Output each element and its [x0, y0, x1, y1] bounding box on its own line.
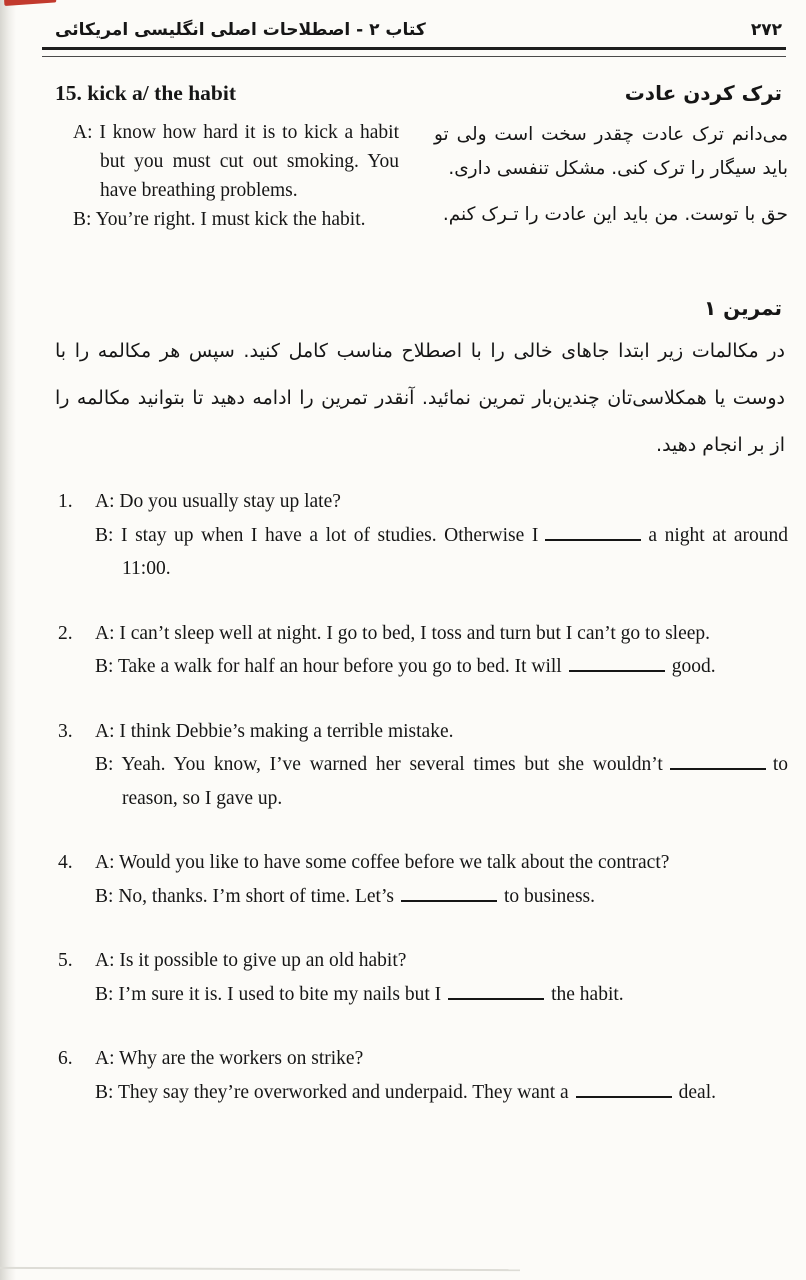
dialogue-line-b: [73, 205, 399, 234]
item-number: 3.: [58, 720, 73, 742]
item-a-line: [95, 1042, 788, 1076]
dialogue-line-a: [73, 118, 399, 205]
book-header-title: کتاب ۲ - اصطلاحات اصلی انگلیسی امریکائی: [55, 20, 426, 40]
fill-in-blank: [401, 894, 497, 902]
speaker-label: A:: [95, 1048, 115, 1069]
exercise-instructions: در مکالمات زیر ابتدا جاهای خالی را با اصطلاح مناسب کامل کنید. سپس هر مکالمه را با دوست یا همکلاسی‌تان چندین‌بار تمرین نمائید. آنقدر تمرین را ادامه دهید تا بتوانید مکالمه را از بر انجام دهید.: [55, 340, 785, 456]
exercise-item-6: [0, 1042, 806, 1109]
item-a-text: Is it possible to give up an old habit?: [119, 950, 407, 971]
idiom-title-persian: ترک کردن عادت: [624, 81, 782, 105]
item-a-text: Why are the workers on strike?: [119, 1048, 364, 1069]
page-bottom-edge: [0, 1267, 520, 1271]
exercise-item-4: [0, 846, 806, 913]
speaker-label: B:: [95, 885, 114, 907]
dialogue-text: I know how hard it is to kick a habit but you must cut out smoking. You have breathing problems.: [99, 122, 399, 201]
item-number: 1.: [58, 491, 73, 512]
idiom-title-english: 15. kick a/ the habit: [55, 81, 236, 105]
speaker-label: A:: [95, 950, 115, 971]
speaker-label: A:: [95, 491, 115, 512]
item-a-line: [95, 485, 788, 519]
item-b-text: [118, 656, 716, 677]
speaker-label: A:: [95, 852, 115, 873]
idiom-section: [0, 57, 806, 234]
item-b-line: [95, 978, 788, 1012]
item-a-text: Would you like to have some coffee before we talk about the contract?: [119, 852, 670, 873]
speaker-label: B:: [95, 983, 114, 1005]
page-number: ۲۷۲: [750, 20, 782, 40]
item-a-text: I think Debbie’s making a terrible mistake.: [119, 720, 454, 742]
text-after-blank: a night at around 11:00.: [122, 524, 789, 579]
fill-in-blank: [670, 762, 766, 770]
speaker-label: B:: [95, 754, 114, 775]
text-before-blank: I’m sure it is. I used to bite my nails but I: [118, 983, 442, 1005]
speaker-label: B:: [95, 1081, 114, 1103]
item-b-text: [118, 984, 623, 1005]
text-after-blank: to business.: [503, 885, 595, 907]
text-after-blank: good.: [671, 656, 716, 677]
text-after-blank: deal.: [678, 1081, 717, 1103]
item-b-text: [121, 754, 788, 809]
exercise-item-3: [0, 715, 806, 816]
fill-in-blank: [569, 664, 665, 672]
item-a-text: Do you usually stay up late?: [119, 491, 341, 512]
text-before-blank: Take a walk for half an hour before you go to bed. It will: [117, 656, 562, 677]
item-number: 2.: [58, 622, 73, 644]
speaker-label: B:: [73, 209, 92, 230]
speaker-label: B:: [95, 524, 114, 546]
text-before-blank: They say they’re overworked and underpaid. They want a: [117, 1081, 569, 1103]
dialogue-english: [73, 118, 399, 234]
item-b-line: [95, 519, 788, 586]
item-b-text: [118, 886, 595, 907]
exercise-item-1: [0, 485, 806, 586]
dialogue-persian: [434, 118, 788, 234]
speaker-label: A:: [95, 622, 115, 644]
exercise-items: [0, 485, 806, 1109]
fill-in-blank: [545, 533, 641, 541]
item-b-line: [95, 880, 788, 914]
idiom-title-row: [0, 57, 806, 106]
item-b-line: [95, 748, 788, 815]
text-after-blank: to reason, so I gave up.: [122, 754, 788, 809]
exercise-item-2: [0, 617, 806, 684]
fill-in-blank: [448, 992, 544, 1000]
page-header: [0, 0, 806, 40]
fill-in-blank: [576, 1090, 672, 1098]
item-number: 5.: [58, 950, 73, 971]
idiom-dialogue: [0, 106, 806, 234]
speaker-label: A:: [73, 122, 93, 143]
item-b-text: [121, 525, 788, 580]
item-number: 4.: [58, 852, 73, 873]
speaker-label: A:: [95, 720, 115, 742]
item-a-line: [95, 846, 788, 880]
dialogue-text: You’re right. I must kick the habit.: [95, 209, 366, 230]
item-b-text: [118, 1082, 716, 1103]
exercise-item-5: [0, 944, 806, 1011]
exercise-section: [0, 296, 806, 1109]
dialogue-translation-b: حق با توست. من باید این عادت را تـرک کنم.: [442, 204, 788, 225]
item-a-line: [95, 617, 788, 651]
text-after-blank: the habit.: [551, 983, 624, 1005]
item-a-line: [95, 715, 788, 749]
text-before-blank: I stay up when I have a lot of studies. Otherwise I: [121, 524, 539, 546]
text-before-blank: No, thanks. I’m short of time. Let’s: [118, 885, 394, 907]
item-a-text: I can’t sleep well at night. I go to bed, I toss and turn but I can’t go to sleep.: [119, 622, 711, 644]
text-before-blank: Yeah. You know, I’ve warned her several times but she wouldn’t: [121, 754, 663, 775]
item-a-line: [95, 944, 788, 978]
item-b-line: [95, 1076, 788, 1110]
header-divider-rule: [42, 47, 786, 57]
dialogue-translation-a: می‌دانم ترک عادت چقدر سخت است ولی تو باید سیگار را ترک کنی. مشکل تنفسی داری.: [434, 124, 788, 179]
item-number: 6.: [58, 1048, 73, 1069]
speaker-label: B:: [95, 656, 114, 677]
item-b-line: [95, 650, 788, 684]
exercise-heading: تمرین ۱: [703, 296, 782, 320]
